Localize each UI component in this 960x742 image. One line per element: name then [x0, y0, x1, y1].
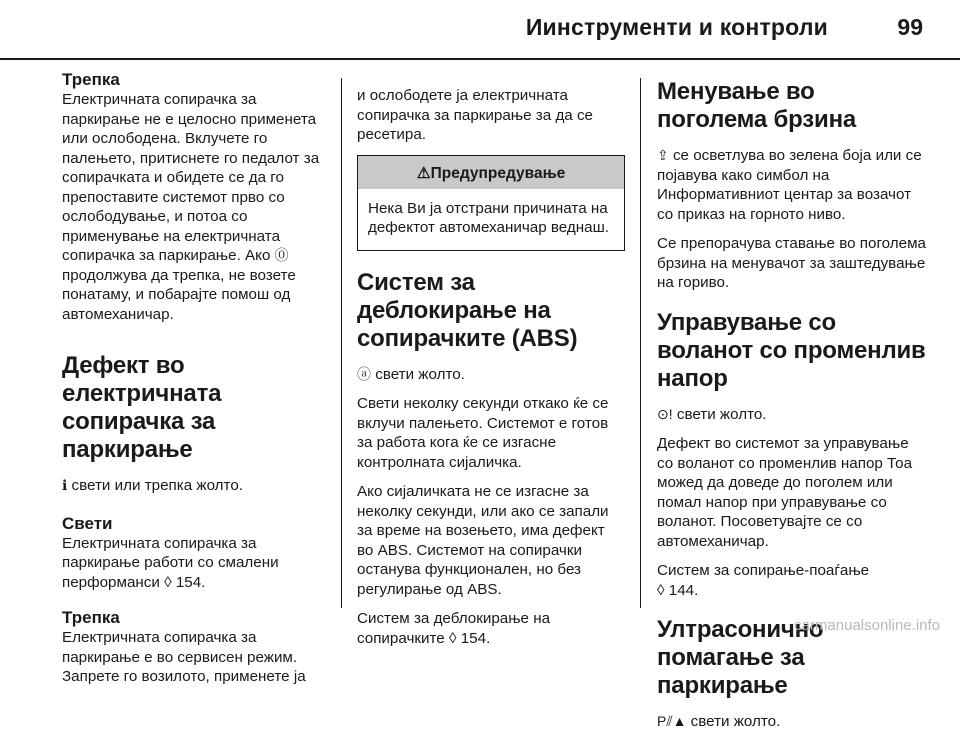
page-title: Иинструменти и контроли: [525, 14, 828, 40]
text: свети жолто.: [672, 405, 767, 423]
text: свети жолто.: [371, 365, 465, 383]
paragraph: [657, 146, 929, 224]
paragraph: [657, 405, 929, 425]
abs-icon: ⓐ: [357, 365, 371, 382]
heading-ultrasonic: Ултрасонично помагање за паркирање: [657, 616, 824, 699]
page-ref-icon: ◊: [448, 629, 457, 647]
paragraph: Ако сијаличката не се изгасне за неколку секунди, или ако се запали за време на возењето, има дефект во ABS. Системот на сопирачки останува функционален, но без регулирање од ABS.: [357, 483, 609, 598]
page-ref-icon: ◊: [164, 573, 172, 591]
text: се осветлува во зелена боја или се појавува како симбол на Информативниот центар за возачот со приказ на горното ниво.: [657, 147, 922, 223]
text: продолжува да трепка, не возете понатаму, и побарајте помош од автомеханичар.: [62, 266, 296, 323]
paragraph: [657, 712, 929, 732]
steering-warning-icon: ⊙!: [657, 405, 673, 422]
paragraph: [62, 90, 332, 324]
parking-assist-icon: P⫽▲: [657, 713, 687, 729]
warning-box: [357, 155, 625, 251]
text: Предупредување: [430, 164, 566, 182]
paragraph: [657, 561, 929, 600]
column-divider: [640, 78, 641, 608]
page-ref[interactable]: 154.: [175, 573, 206, 591]
paragraph: [62, 534, 332, 593]
text: свети жолто.: [686, 713, 781, 730]
paragraph: и ослободете ја електричната сопирачка за паркирање за да се ресетира.: [357, 87, 594, 143]
watermark: carmanualsonline.info: [794, 617, 940, 634]
column-left: [62, 70, 332, 687]
page-ref[interactable]: 144.: [668, 581, 699, 599]
paragraph: Дефект во системот за управување со воланот со променлив напор Тоа можед да доведе до поголем или помал напор при управување со воланот. Посоветувајте се со автомеханичар.: [657, 435, 913, 550]
upshift-icon: ⇪: [657, 147, 669, 163]
subheading-trepka: Трепка: [62, 70, 120, 89]
subheading-trepka-2: Трепка: [62, 608, 120, 627]
paragraph: Електричната сопирачка за паркирање е во сервисен режим. Запрете го возилото, применете ја: [62, 629, 306, 685]
parking-brake-icon: ⓪: [274, 247, 289, 263]
header-rule: [0, 58, 960, 60]
page-number: 99: [897, 14, 923, 40]
warning-icon: ⚠: [416, 164, 431, 182]
column-divider: [341, 78, 342, 608]
warning-body: Нека Ви ја отстрани причината на дефектот автомеханичар веднаш.: [368, 199, 609, 236]
column-middle: [357, 86, 625, 658]
paragraph: Се препорачува ставање во поголема брзина на менувачот за заштедување на гориво.: [657, 235, 926, 291]
heading-menuvanje: Менување во поголема брзина: [657, 78, 857, 133]
text: Електричната сопирачка за паркирање не е целосно применета или ослободена. Вклучете го палењето, притиснете го педалот за сопирачката и обидете се да го препоставите системот прво со ослободување, и потоа со применување на електричната сопирачка за паркирање. Ако: [62, 91, 320, 264]
warning-title: [358, 156, 624, 189]
parking-brake-warning-icon: ℹ: [62, 477, 68, 493]
heading-defekt: Дефект во електричната сопирачка за паркирање: [62, 352, 222, 463]
page-ref[interactable]: 154.: [460, 629, 491, 647]
page-header: [0, 0, 960, 58]
text: свети или трепка жолто.: [67, 477, 243, 494]
heading-volan: Управување со воланот со променлив напор: [657, 308, 926, 392]
text: Електричната сопирачка за паркирање работи со смалени перформанси: [62, 534, 279, 591]
paragraph: [62, 476, 332, 496]
paragraph: Свети неколку секунди откако ќе се вклучи палењето. Системот е готов за работа кога ќе се изгасне контролната сијаличка.: [357, 395, 609, 471]
text: Систем за деблокирање на сопирачките: [357, 610, 551, 647]
paragraph: [357, 609, 625, 648]
page-ref-icon: ◊: [657, 581, 665, 599]
subheading-sveti: Свети: [62, 513, 113, 533]
paragraph: [357, 365, 625, 385]
text: Систем за сопирање-поаѓање: [657, 562, 870, 579]
heading-abs: Систем за деблокирање на сопирачките (ABS): [357, 268, 578, 352]
